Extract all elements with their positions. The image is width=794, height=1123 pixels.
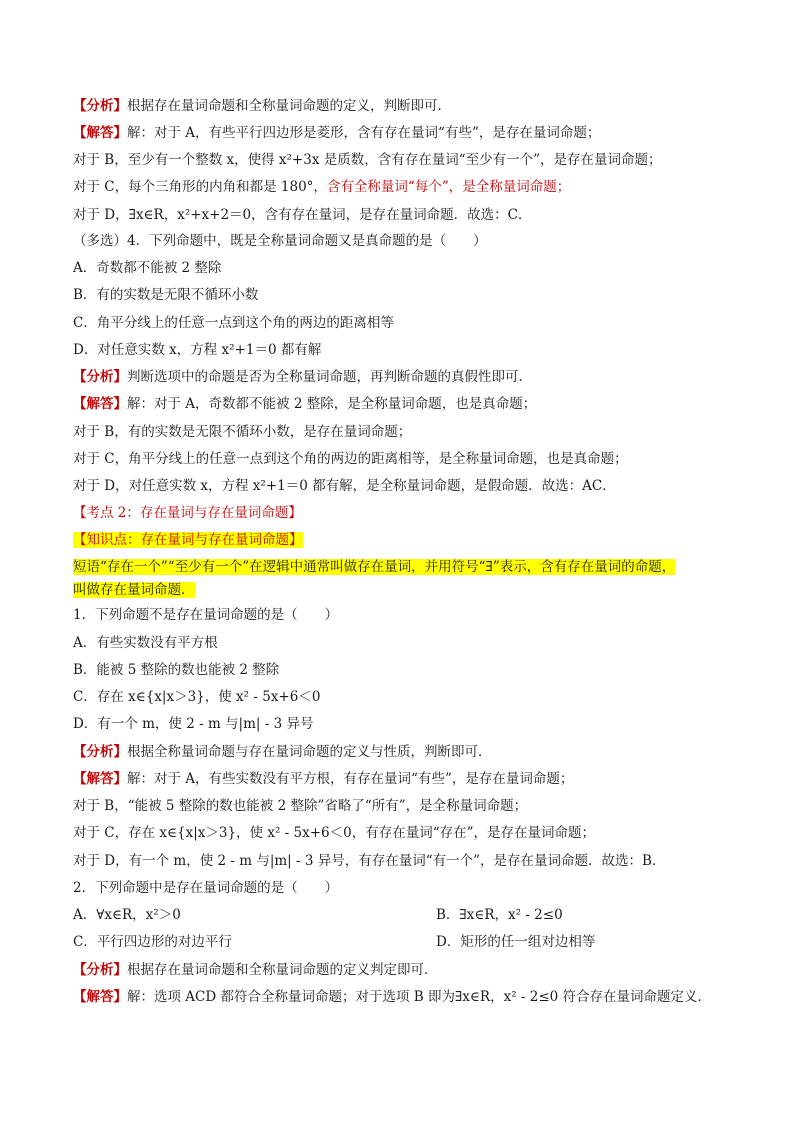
analysis-label: 【分析】 [73,369,127,385]
analysis-label: 【分析】 [73,98,127,114]
option-row [73,933,733,951]
solution-line: 【解答】解：对于 A，有些平行四边形是菱形，含有存在量词“有些”，是存在量词命题； [73,125,601,141]
solution-line: 【解答】解：对于 A，有些实数没有平方根，有存在量词“有些”，是存在量词命题； [73,771,574,787]
text-line: 对于 C，每个三角形的内角和都是 180°，含有全称量词“每个”，是全称量词命题； [73,179,571,195]
option-b: B．有的实数是无限不循环小数 [73,287,259,303]
text-line: 对于 B，有的实数是无限不循环小数，是存在量词命题； [73,424,412,440]
text-line: 对于 B，“能被 5 整除的数也能被 2 整除”省略了“所有”，是全称量词命题； [73,798,528,814]
option-c: C．平行四边形的对边平行 [73,934,232,950]
option-a: A．∀x∈R，x²＞0 [73,907,181,923]
knowledge-text: 短语“存在一个”“至少有一个”在逻辑中通常叫做存在量词，并用符号“∃”表示，含有存在量词的命题， [73,559,676,575]
option-row [73,906,733,924]
red-emphasis: 含有全称量词“每个”，是全称量词命题； [326,179,571,195]
topic-heading: 【考点 2：存在量词与存在量词命题】 [73,505,302,521]
analysis-line: 【分析】根据存在量词命题和全称量词命题的定义，判断即可． [73,98,451,114]
analysis-line: 【分析】根据存在量词命题和全称量词命题的定义判定即可． [73,962,438,978]
text-line: 对于 D，∃x∈R，x²+x+2＝0，含有存在量词，是存在量词命题．故选：C． [73,207,532,223]
solution-label: 【解答】 [73,125,127,141]
analysis-label: 【分析】 [73,744,127,760]
option-a: A．奇数都不能被 2 整除 [73,260,222,276]
question-stem: 1．下列命题不是存在量词命题的是（ ） [73,607,339,623]
knowledge-text: 叫做存在量词命题． [73,582,195,598]
option-b: B．能被 5 整除的数也能被 2 整除 [73,662,280,678]
solution-label: 【解答】 [73,771,127,787]
text-line: 对于 C，角平分线上的任意一点到这个角的两边的距离相等，是全称量词命题，也是真命题； [73,451,628,467]
solution-label: 【解答】 [73,989,127,1005]
option-d: D．矩形的任一组对边相等 [436,934,596,950]
solution-label: 【解答】 [73,396,127,412]
option-b: B．∃x∈R，x² - 2≤0 [436,907,563,923]
text-line: 对于 D，对任意实数 x，方程 x²+1＝0 都有解，是全称量词命题，是假命题．故选：AC． [73,478,616,494]
analysis-line: 【分析】判断选项中的命题是否为全称量词命题，再判断命题的真假性即可． [73,369,532,385]
option-d: D．对任意实数 x，方程 x²+1＝0 都有解 [73,342,322,358]
option-c: C．角平分线上的任意一点到这个角的两边的距离相等 [73,315,394,331]
text-line: 对于 B，至少有一个整数 x，使得 x²+3x 是质数，含有存在量词“至少有一个”，是存在量词命题； [73,152,662,168]
analysis-label: 【分析】 [73,962,127,978]
solution-line: 【解答】解：对于 A，奇数都不能被 2 整除，是全称量词命题，也是真命题； [73,396,537,412]
option-c: C．存在 x∈{x|x＞3}，使 x² - 5x+6＜0 [73,689,321,705]
option-d: D．有一个 m，使 2 - m 与|m| - 3 异号 [73,716,314,732]
analysis-line: 【分析】根据全称量词命题与存在量词命题的定义与性质，判断即可． [73,744,492,760]
question-stem: （多选）4．下列命题中，既是全称量词命题又是真命题的是（ ） [73,233,487,249]
option-a: A．有些实数没有平方根 [73,635,218,651]
text-line: 对于 D，有一个 m，使 2 - m 与|m| - 3 异号，有存在量词“有一个”，是存在量词命题．故选：B． [73,853,666,869]
knowledge-heading: 【知识点：存在量词与存在量词命题】 [73,532,303,548]
text-line: 对于 C，存在 x∈{x|x＞3}，使 x² - 5x+6＜0，有存在量词“存在”，是存在量词命题； [73,825,596,841]
solution-line: 【解答】解：选项 ACD 都符合全称量词命题；对于选项 B 即为∃x∈R，x² - 2≤0 符合存在量词命题定义． [73,989,712,1005]
question-stem: 2．下列命题中是存在量词命题的是（ ） [73,880,339,896]
